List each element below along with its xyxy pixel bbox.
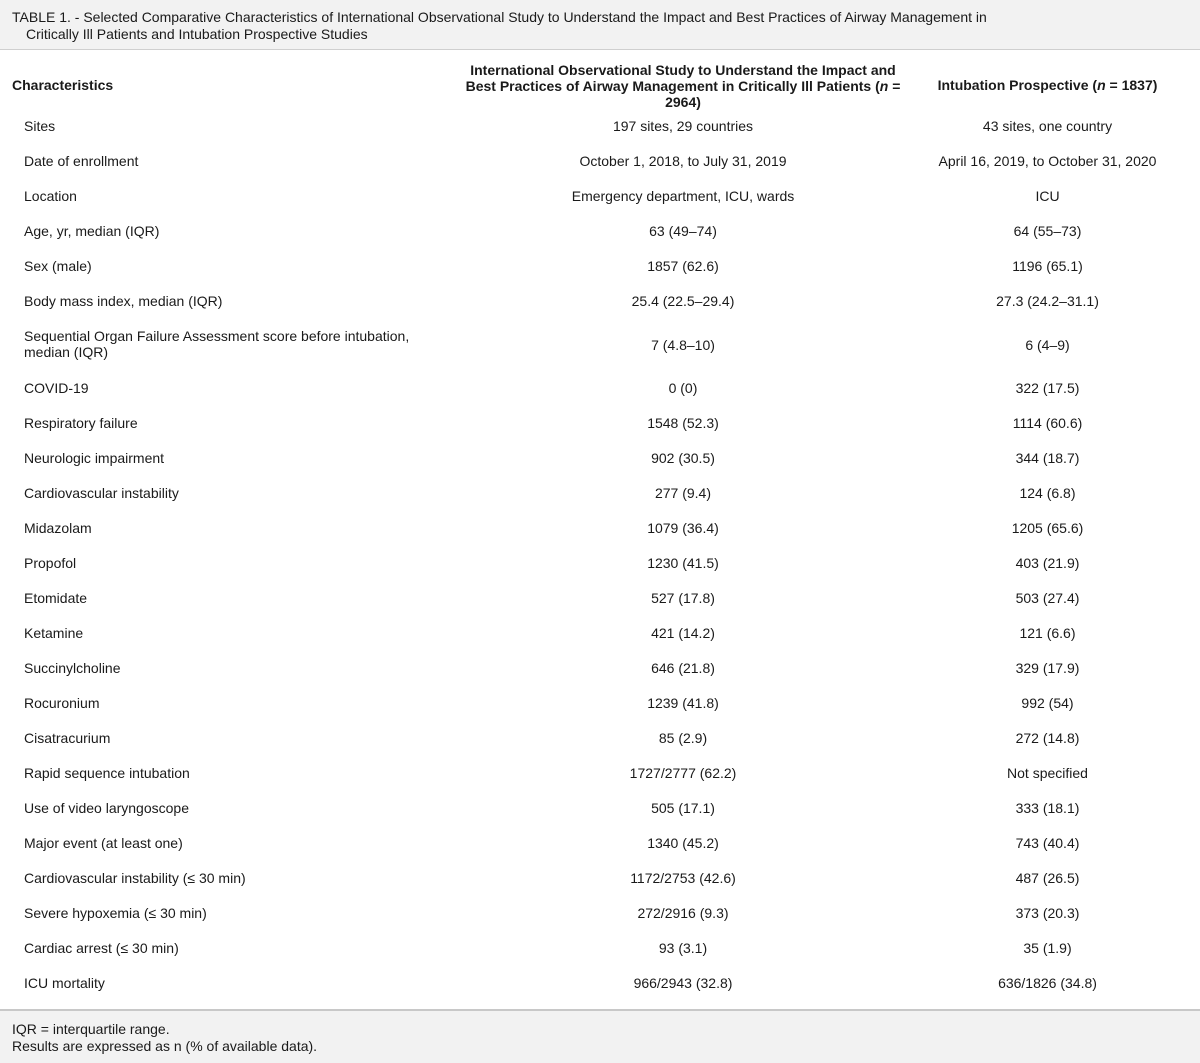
row-value-international: 1239 (41.8) bbox=[647, 695, 719, 711]
row-value-intubation: 27.3 (24.2–31.1) bbox=[996, 293, 1099, 309]
header-intubation-prospective-n: n bbox=[1097, 77, 1106, 93]
row-label: COVID-19 bbox=[24, 380, 89, 396]
row-label: Use of video laryngoscope bbox=[24, 800, 189, 816]
row-value-intubation: Not specified bbox=[1007, 765, 1088, 781]
row-value-intubation: 333 (18.1) bbox=[1015, 800, 1080, 816]
row-value-international: 902 (30.5) bbox=[651, 450, 715, 466]
row-label: Neurologic impairment bbox=[24, 450, 165, 466]
table-row bbox=[0, 722, 1200, 757]
row-value-intubation: 329 (17.9) bbox=[1015, 660, 1080, 676]
row-value-international: 1548 (52.3) bbox=[647, 415, 719, 431]
row-label: Rapid sequence intubation bbox=[24, 765, 190, 781]
header-intubation-prospective bbox=[905, 77, 1190, 93]
row-value-international: 1230 (41.5) bbox=[647, 555, 719, 571]
header-characteristics: Characteristics bbox=[12, 77, 114, 93]
row-value-international: 1340 (45.2) bbox=[647, 835, 719, 851]
table-header bbox=[0, 50, 1200, 110]
table-row bbox=[0, 372, 1200, 407]
row-value-international: 197 sites, 29 countries bbox=[612, 118, 754, 134]
table-row bbox=[0, 652, 1200, 687]
footnote-iqr: IQR = interquartile range. bbox=[12, 1021, 170, 1037]
row-value-international: 966/2943 (32.8) bbox=[633, 975, 733, 991]
row-value-intubation: 6 (4–9) bbox=[1025, 337, 1070, 353]
row-value-intubation: ICU bbox=[1035, 188, 1060, 204]
table-row bbox=[0, 687, 1200, 722]
row-value-international: 63 (49–74) bbox=[649, 223, 717, 239]
table-row bbox=[0, 617, 1200, 652]
table-row bbox=[0, 897, 1200, 932]
table-row bbox=[0, 407, 1200, 442]
row-value-intubation: April 16, 2019, to October 31, 2020 bbox=[938, 153, 1157, 169]
header-international-study-n: n bbox=[879, 78, 889, 94]
row-label: Sequential Organ Failure Assessment score before intubation, median (IQR) bbox=[24, 328, 410, 360]
row-label: Sites bbox=[24, 118, 56, 134]
row-value-international: 85 (2.9) bbox=[658, 730, 708, 746]
row-value-international: 1857 (62.6) bbox=[647, 258, 719, 274]
row-label: Severe hypoxemia (≤ 30 min) bbox=[24, 905, 207, 921]
row-value-intubation: 344 (18.7) bbox=[1015, 450, 1080, 466]
row-label: Succinylcholine bbox=[24, 660, 121, 676]
row-label: Cardiac arrest (≤ 30 min) bbox=[24, 940, 179, 956]
row-label: Cardiovascular instability (≤ 30 min) bbox=[24, 870, 246, 886]
row-value-international: 421 (14.2) bbox=[651, 625, 715, 641]
row-value-international: October 1, 2018, to July 31, 2019 bbox=[579, 153, 787, 169]
row-value-intubation: 1114 (60.6) bbox=[1012, 415, 1083, 431]
table-row bbox=[0, 215, 1200, 250]
row-value-intubation: 992 (54) bbox=[1021, 695, 1074, 711]
table-row bbox=[0, 967, 1200, 1002]
table-row bbox=[0, 827, 1200, 862]
row-label: Propofol bbox=[24, 555, 77, 571]
row-value-intubation: 403 (21.9) bbox=[1015, 555, 1080, 571]
table-row bbox=[0, 145, 1200, 180]
row-label: Midazolam bbox=[24, 520, 92, 536]
row-label: Location bbox=[24, 188, 77, 204]
table-body bbox=[0, 110, 1200, 1002]
row-label: Cisatracurium bbox=[24, 730, 111, 746]
row-value-international: Emergency department, ICU, wards bbox=[571, 188, 795, 204]
table-row bbox=[0, 547, 1200, 582]
row-value-intubation: 322 (17.5) bbox=[1015, 380, 1080, 396]
row-label: Cardiovascular instability bbox=[24, 485, 179, 501]
row-label: Respiratory failure bbox=[24, 415, 138, 431]
row-value-intubation: 1196 (65.1) bbox=[1012, 258, 1083, 274]
table-footnotes bbox=[0, 1009, 1200, 1063]
table-caption bbox=[0, 0, 1200, 50]
header-intubation-prospective-text: Intubation Prospective ( bbox=[937, 77, 1098, 93]
row-value-international: 1079 (36.4) bbox=[647, 520, 719, 536]
row-label: Sex (male) bbox=[24, 258, 92, 274]
row-value-international: 7 (4.8–10) bbox=[651, 337, 715, 353]
footnote-results: Results are expressed as n (% of available data). bbox=[12, 1038, 318, 1054]
row-value-intubation: 35 (1.9) bbox=[1023, 940, 1072, 956]
caption-line-2: Critically Ill Patients and Intubation Prospective Studies bbox=[26, 26, 368, 42]
table-row bbox=[0, 180, 1200, 215]
row-value-intubation: 43 sites, one country bbox=[982, 118, 1113, 134]
table-row bbox=[0, 792, 1200, 827]
row-label: Etomidate bbox=[24, 590, 88, 606]
row-label: ICU mortality bbox=[24, 975, 105, 991]
row-value-international: 505 (17.1) bbox=[651, 800, 715, 816]
table-row bbox=[0, 285, 1200, 320]
row-value-international: 1172/2753 (42.6) bbox=[630, 870, 736, 886]
row-value-intubation: 64 (55–73) bbox=[1013, 223, 1082, 239]
table-row bbox=[0, 932, 1200, 967]
row-value-international: 1727/2777 (62.2) bbox=[629, 765, 737, 781]
table-row bbox=[0, 442, 1200, 477]
row-value-intubation: 503 (27.4) bbox=[1015, 590, 1080, 606]
table-row bbox=[0, 512, 1200, 547]
table-row bbox=[0, 477, 1200, 512]
header-international-study-text: International Observational Study to Understand the Impact and Best Practices of Airway Management in Critically Ill Patients ( bbox=[465, 62, 896, 94]
table-row bbox=[0, 250, 1200, 285]
row-label: Rocuronium bbox=[24, 695, 100, 711]
row-value-international: 277 (9.4) bbox=[654, 485, 712, 501]
table-row bbox=[0, 757, 1200, 792]
row-label: Age, yr, median (IQR) bbox=[24, 223, 160, 239]
row-value-intubation: 124 (6.8) bbox=[1019, 485, 1076, 501]
header-intubation-prospective-count: = 1837) bbox=[1105, 77, 1158, 93]
row-label: Date of enrollment bbox=[24, 153, 139, 169]
row-label: Ketamine bbox=[24, 625, 84, 641]
row-value-intubation: 636/1826 (34.8) bbox=[998, 975, 1097, 991]
row-value-intubation: 487 (26.5) bbox=[1015, 870, 1080, 886]
row-value-international: 25.4 (22.5–29.4) bbox=[631, 293, 735, 309]
caption-line-1: TABLE 1. - Selected Comparative Characteristics of International Observational Study to Understand the Impact and Best Practices of Airway Management in bbox=[12, 9, 987, 25]
header-international-study-count: = 2964) bbox=[665, 78, 901, 110]
table-row bbox=[0, 582, 1200, 617]
table-row bbox=[0, 862, 1200, 897]
row-value-international: 93 (3.1) bbox=[658, 940, 708, 956]
row-value-intubation: 373 (20.3) bbox=[1015, 905, 1080, 921]
row-value-intubation: 1205 (65.6) bbox=[1011, 520, 1084, 536]
header-international-study bbox=[462, 62, 904, 110]
row-value-international: 527 (17.8) bbox=[651, 590, 715, 606]
row-value-international: 0 (0) bbox=[668, 380, 698, 396]
row-label: Body mass index, median (IQR) bbox=[24, 293, 223, 309]
row-value-international: 272/2916 (9.3) bbox=[637, 905, 729, 921]
row-value-intubation: 272 (14.8) bbox=[1015, 730, 1080, 746]
row-value-international: 646 (21.8) bbox=[651, 660, 715, 676]
table-row bbox=[0, 320, 1200, 372]
row-label: Major event (at least one) bbox=[24, 835, 183, 851]
row-value-intubation: 743 (40.4) bbox=[1015, 835, 1080, 851]
table-row bbox=[0, 110, 1200, 145]
row-value-intubation: 121 (6.6) bbox=[1019, 625, 1076, 641]
